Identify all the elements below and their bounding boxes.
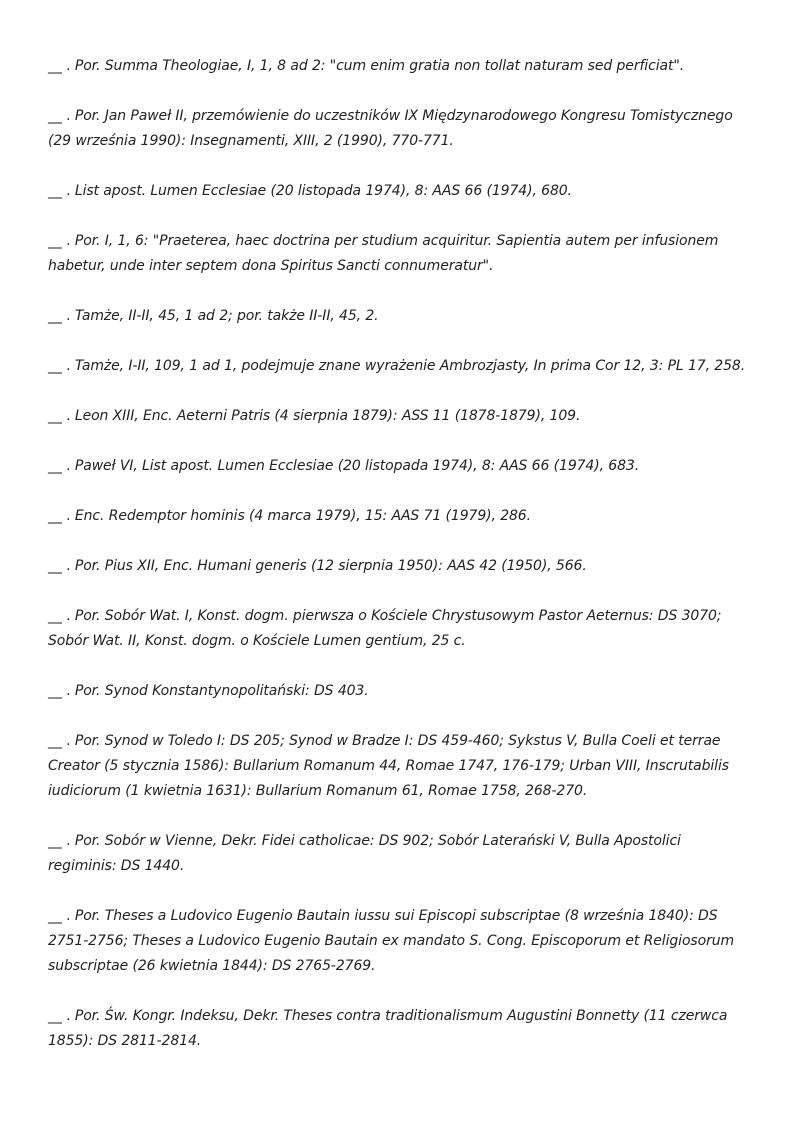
footnote-text: Por. Sobór Wat. I, Konst. dogm. pierwsza o Kościele Chrystusowym Pastor Aeternus: DS 3070; Sobór Wat. II, Konst. dogm. o Kościele Lumen gentium, 25 c.	[48, 608, 722, 649]
footnotes-list	[48, 54, 748, 1079]
footnote	[48, 554, 748, 579]
footnote	[48, 179, 748, 204]
footnote-text: Tamże, II-II, 45, 1 ad 2; por. także II-II, 45, 2.	[74, 308, 379, 324]
footnote-marker: __ .	[48, 458, 71, 474]
footnote-text: Por. Pius XII, Enc. Humani generis (12 sierpnia 1950): AAS 42 (1950), 566.	[74, 558, 587, 574]
footnote	[48, 604, 748, 654]
footnote-marker: __ .	[48, 833, 71, 849]
footnote	[48, 104, 748, 154]
footnote-text: Por. Św. Kongr. Indeksu, Dekr. Theses contra traditionalismum Augustini Bonnetty (11 czerwca 1855): DS 2811-2814.	[48, 1008, 728, 1049]
footnote	[48, 404, 748, 429]
footnote-marker: __ .	[48, 733, 71, 749]
footnote-marker: __ .	[48, 508, 71, 524]
footnote-marker: __ .	[48, 108, 71, 124]
footnote-marker: __ .	[48, 58, 71, 74]
footnote-text: Por. Synod Konstantynopolitański: DS 403.	[74, 683, 369, 699]
footnote	[48, 354, 748, 379]
footnote-text: List apost. Lumen Ecclesiae (20 listopada 1974), 8: AAS 66 (1974), 680.	[74, 183, 572, 199]
footnote-marker: __ .	[48, 683, 71, 699]
footnote	[48, 829, 748, 879]
footnote-text: Por. Theses a Ludovico Eugenio Bautain iussu sui Episcopi subscriptae (8 września 1840): DS 2751-2756; Theses a Ludovico Eugenio Bautain ex mandato S. Cong. Episcoporum et Religiosorum subscriptae (26 kwietnia 1844): DS 2765-2769.	[48, 908, 735, 974]
footnote-marker: __ .	[48, 308, 71, 324]
footnote-text: Enc. Redemptor hominis (4 marca 1979), 15: AAS 71 (1979), 286.	[74, 508, 531, 524]
footnote	[48, 454, 748, 479]
footnote-text: Leon XIII, Enc. Aeterni Patris (4 sierpnia 1879): ASS 11 (1878-1879), 109.	[74, 408, 581, 424]
footnote-text: Por. I, 1, 6: "Praeterea, haec doctrina per studium acquiritur. Sapientia autem per infusionem habetur, unde inter septem dona Spiritus Sancti connumeratur".	[48, 233, 719, 274]
footnote	[48, 304, 748, 329]
footnote-marker: __ .	[48, 608, 71, 624]
footnote	[48, 729, 748, 804]
footnote-marker: __ .	[48, 233, 71, 249]
footnote	[48, 54, 748, 79]
footnote-marker: __ .	[48, 358, 71, 374]
footnote	[48, 229, 748, 279]
footnote	[48, 1004, 748, 1054]
footnote-marker: __ .	[48, 1008, 71, 1024]
footnote-marker: __ .	[48, 908, 71, 924]
footnote-text: Por. Sobór w Vienne, Dekr. Fidei catholicae: DS 902; Sobór Laterański V, Bulla Apostolici regiminis: DS 1440.	[48, 833, 681, 874]
footnote-marker: __ .	[48, 183, 71, 199]
footnote	[48, 679, 748, 704]
footnote	[48, 904, 748, 979]
footnote-text: Por. Summa Theologiae, I, 1, 8 ad 2: "cum enim gratia non tollat naturam sed perficiat".	[74, 58, 685, 74]
footnote	[48, 504, 748, 529]
footnote-text: Tamże, I-II, 109, 1 ad 1, podejmuje znane wyrażenie Ambrozjasty, In prima Cor 12, 3: PL 17, 258.	[74, 358, 746, 374]
footnote-marker: __ .	[48, 408, 71, 424]
footnote-marker: __ .	[48, 558, 71, 574]
footnote-text: Por. Jan Paweł II, przemówienie do uczestników IX Międzynarodowego Kongresu Tomistycznego (29 września 1990): Insegnamenti, XIII, 2 (1990), 770-771.	[48, 108, 733, 149]
footnote-text: Paweł VI, List apost. Lumen Ecclesiae (20 listopada 1974), 8: AAS 66 (1974), 683.	[74, 458, 640, 474]
footnote-text: Por. Synod w Toledo I: DS 205; Synod w Bradze I: DS 459-460; Sykstus V, Bulla Coeli et terrae Creator (5 stycznia 1586): Bullarium Romanum 44, Romae 1747, 176-179; Urban VIII, Inscrutabilis iudiciorum (1 kwietnia 1631): Bullarium Romanum 61, Romae 1758, 268-270.	[48, 733, 729, 799]
